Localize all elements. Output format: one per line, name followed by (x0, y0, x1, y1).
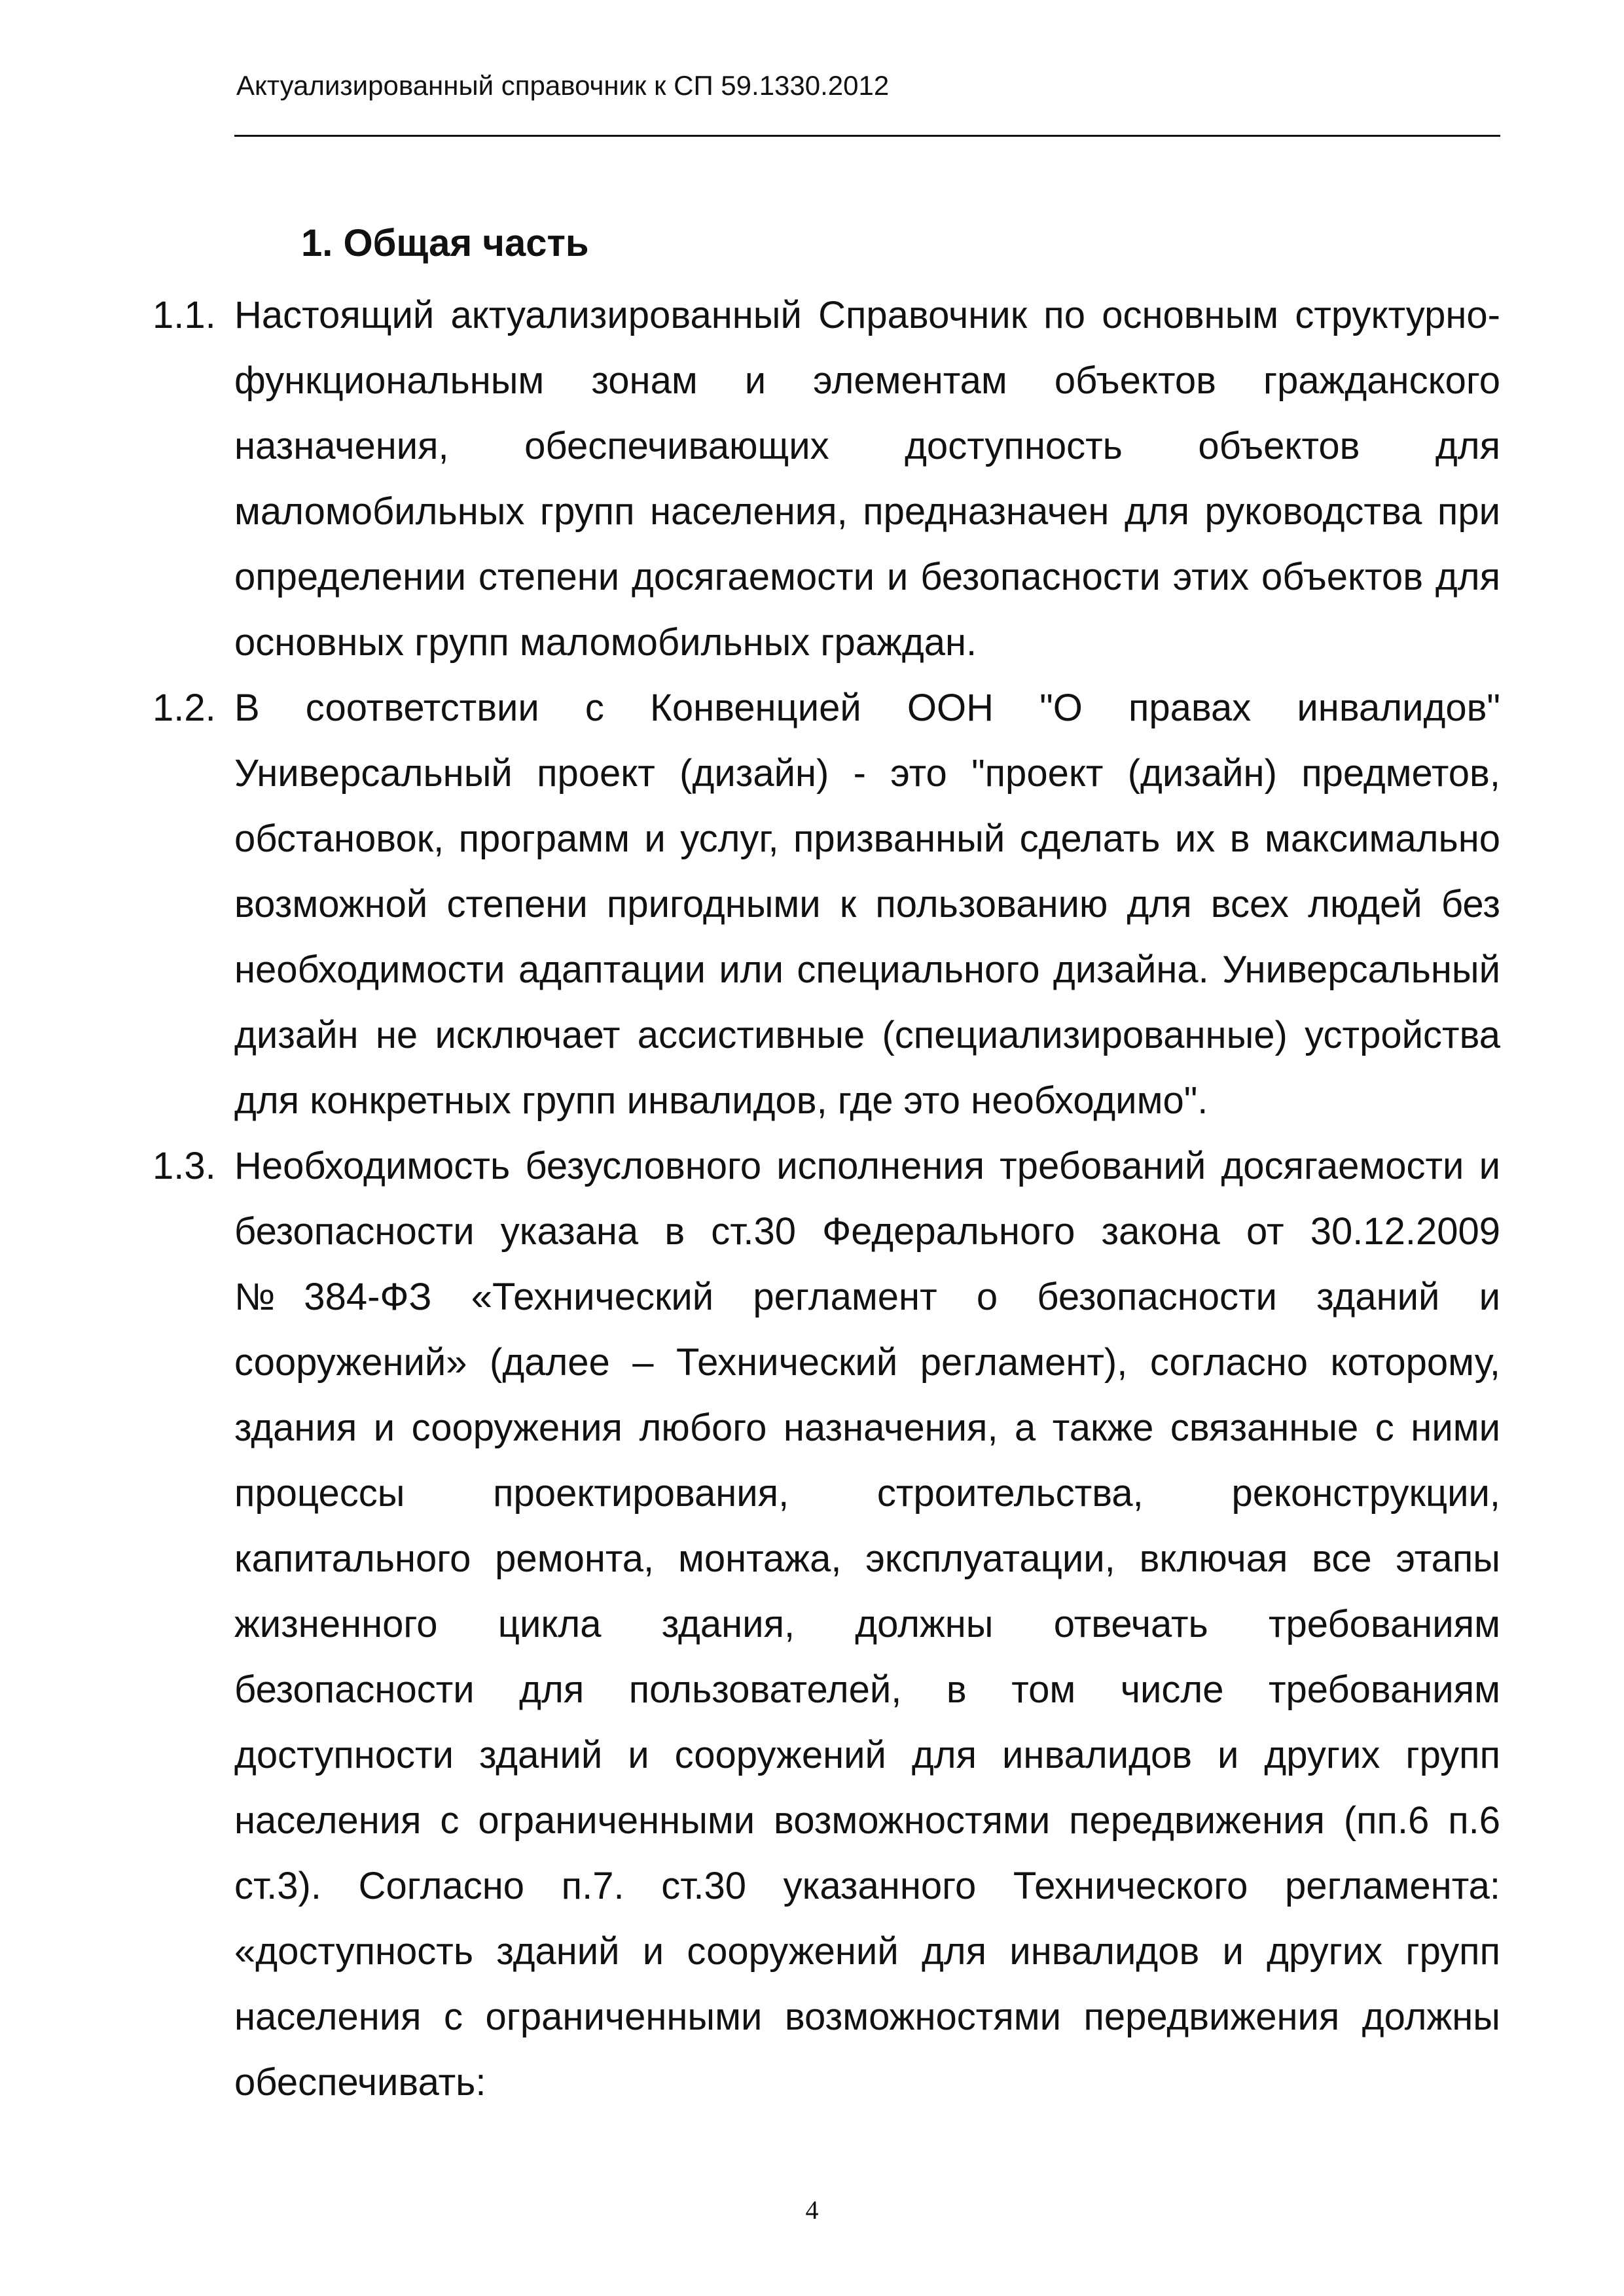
paragraph-1-2 (153, 675, 1500, 1134)
paragraph-number: 1.2. (153, 687, 216, 729)
paragraph-1-3 (153, 1134, 1500, 2115)
paragraph-number: 1.3. (153, 1145, 216, 1187)
paragraph-number: 1.1. (153, 294, 216, 336)
paragraph-text: Настоящий актуализированный Справочник по основным структурно-функциональным зонам и элементам объектов гражданского назначения, обеспечивающих доступность объектов для маломобильных групп населения, предназначен для руководства при определении степени досягаемости и безопасности этих объектов для основных групп маломобильных граждан. (234, 294, 1500, 664)
section-title: 1. Общая часть (301, 222, 589, 264)
header-rule (234, 135, 1500, 137)
paragraph-text: В соответствии с Конвенцией ООН "О правах инвалидов" Универсальный проект (дизайн) - это "проект (дизайн) предметов, обстановок, программ и услуг, призванный сделать их в максимально возможной степени пригодными к пользованию для всех людей без необходимости адаптации или специального дизайна. Универсальный дизайн не исключает ассистивные (специализированные) устройства для конкретных групп инвалидов, где это необходимо". (234, 687, 1500, 1122)
document-body (153, 283, 1500, 2115)
paragraph-1-1 (153, 283, 1500, 675)
page-number: 4 (805, 2195, 819, 2225)
running-header: Актуализированный справочник к СП 59.1330.2012 (236, 70, 890, 101)
paragraph-text: Необходимость безусловного исполнения требований досягаемости и безопасности указана в ст.30 Федерального закона от 30.12.2009 №384-ФЗ «Технический регламент о безопасности зданий и сооружений» (далее – Технический регламент), согласно которому, здания и сооружения любого назначения, а также связанные с ними процессы проектирования, строительства, реконструкции, капитального ремонта, монтажа, эксплуатации, включая все этапы жизненного цикла здания, должны отвечать требованиям безопасности для пользователей, в том числе требованиям доступности зданий и сооружений для инвалидов и других групп населения с ограниченными возможностями передвижения (пп.6 п.6 ст.3). Согласно п.7. ст.30 указанного Технического регламента: «доступность зданий и сооружений для инвалидов и других групп населения с ограниченными возможностями передвижения должны обеспечивать: (234, 1145, 1500, 2104)
